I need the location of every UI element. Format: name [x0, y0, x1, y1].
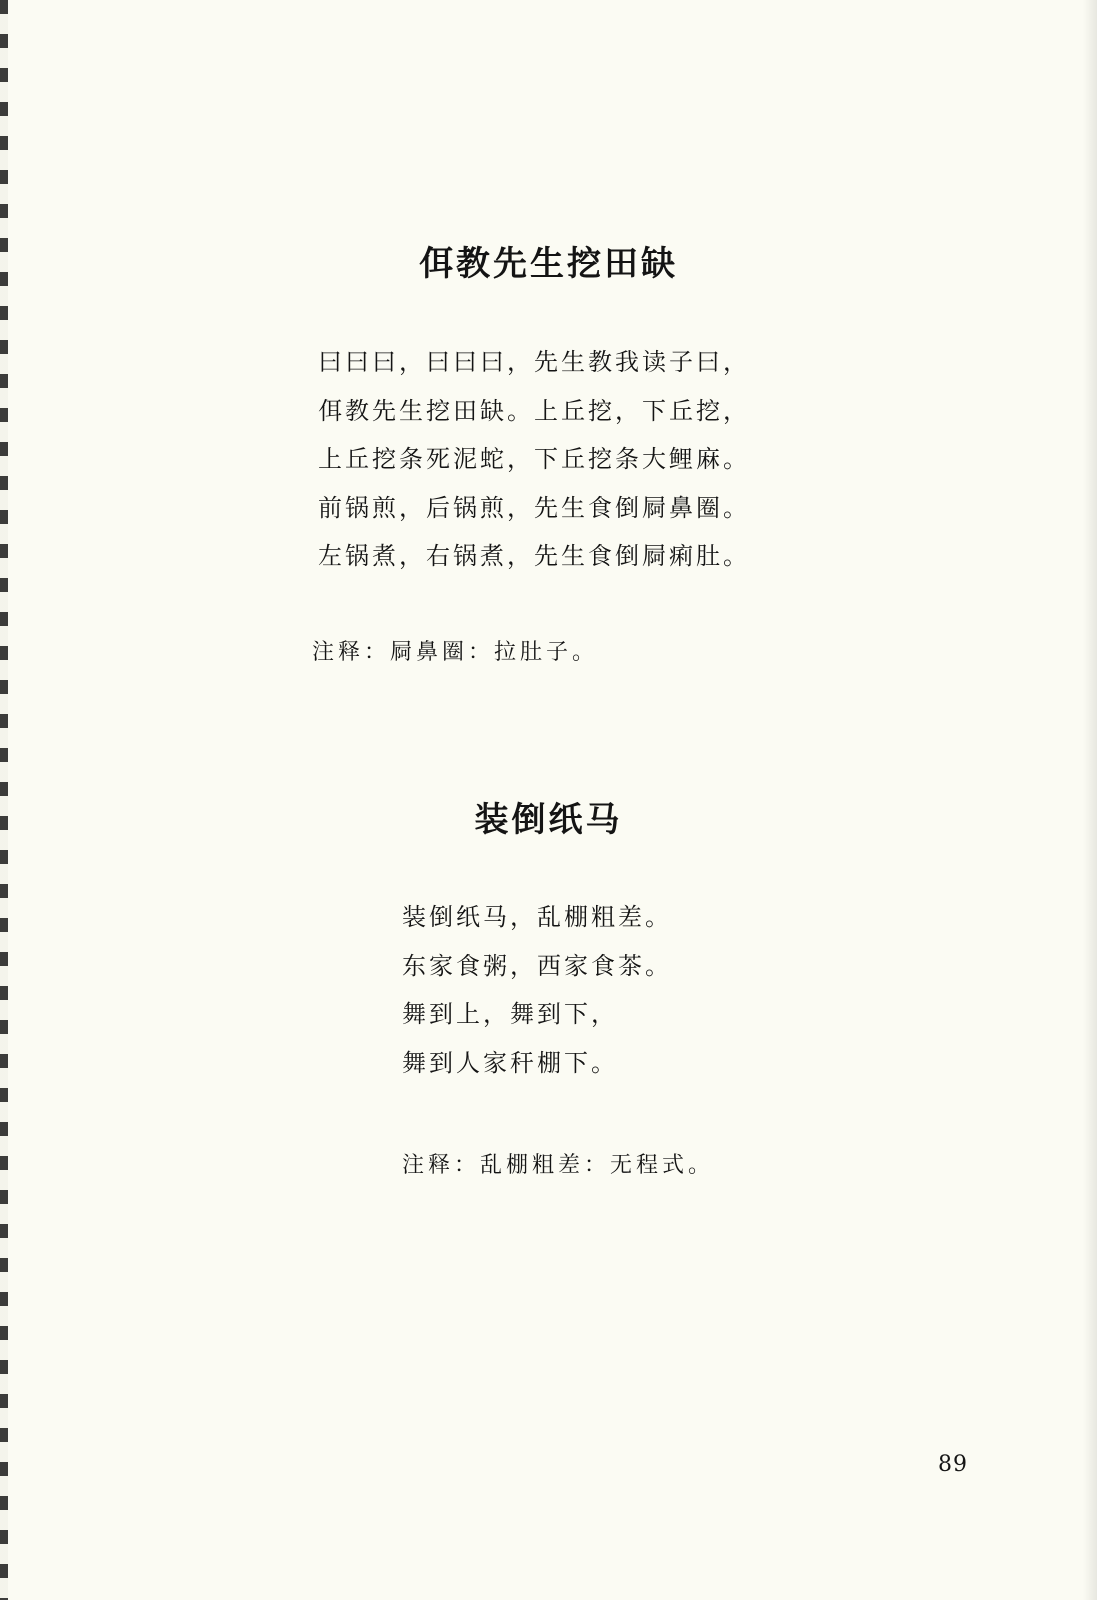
poem-line: 舞到人家秆棚下。 — [402, 1048, 618, 1077]
section-2-title: 装倒纸马 — [474, 800, 623, 840]
poem-line: 左锅煮，右锅煮，先生食倒屙痢肚。 — [318, 542, 750, 570]
poem-line: 舞到上，舞到下， — [402, 1000, 618, 1028]
poem-line: 上丘挖条死泥蛇，下丘挖条大鲤麻。 — [318, 445, 750, 473]
poem-line: 前锅煎，后锅煎，先生食倒屙鼻圈。 — [318, 493, 750, 522]
section-1-title: 佴教先生挖田缺 — [419, 244, 678, 284]
page-number: 89 — [938, 1452, 968, 1477]
section-2-note: 注释：乱棚粗差：无程式。 — [402, 1153, 715, 1178]
section-2-poem — [402, 893, 672, 1087]
poem-line: 佴教先生挖田缺。上丘挖，下丘挖， — [318, 396, 750, 425]
poem-line: 东家食粥，西家食茶。 — [402, 951, 672, 980]
section-1-poem — [318, 338, 750, 581]
poem-line: 装倒纸马，乱棚粗差。 — [402, 903, 672, 931]
section-1-note: 注释：屙鼻圈：拉肚子。 — [312, 640, 599, 665]
poem-line: 曰曰曰，曰曰曰，先生教我读子曰， — [318, 348, 750, 376]
